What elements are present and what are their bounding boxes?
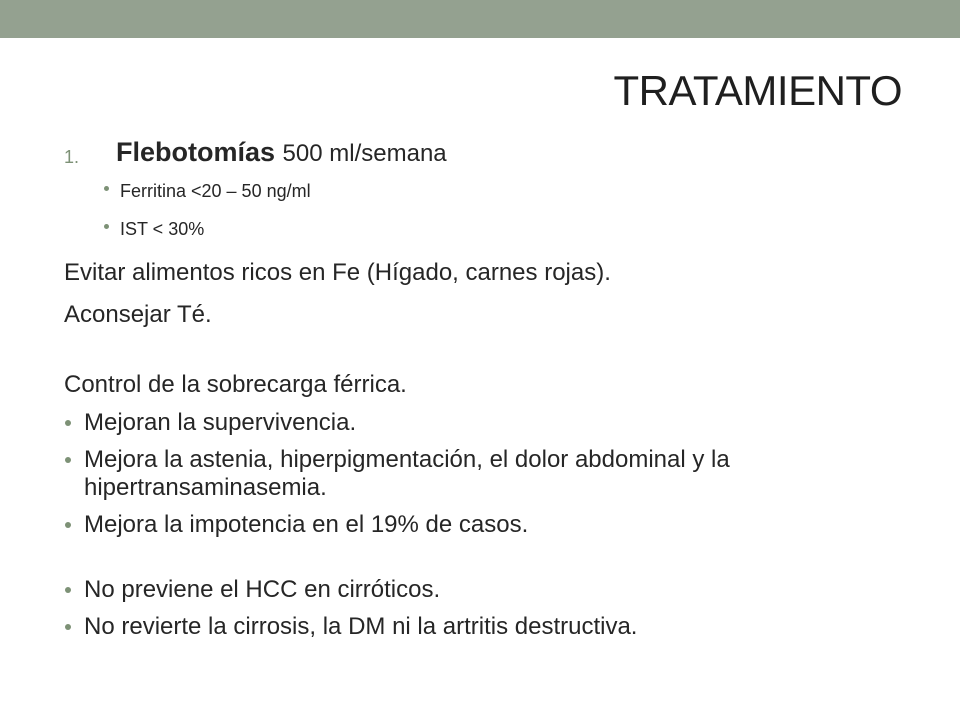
paragraph-text: Evitar alimentos ricos en Fe (Hígado, carnes rojas). [64, 259, 611, 286]
bullet-text: Mejora la impotencia en el 19% de casos. [84, 511, 529, 538]
sub-bullet-text: IST < 30% [120, 219, 205, 239]
item-detail: 500 ml/semana [282, 140, 447, 167]
bullet-text: Mejora la astenia, hiperpigmentación, el dolor abdominal y la hipertransaminasemia. [84, 446, 730, 501]
paragraph-text: Aconsejar Té. [64, 301, 212, 328]
sub-bullet-ist [64, 214, 904, 244]
bullet-text: Mejoran la supervivencia. [84, 409, 357, 436]
sub-bullet-text: Ferritina <20 – 50 ng/ml [120, 181, 311, 201]
list-number: 1. [64, 147, 80, 167]
numbered-item-1 [64, 134, 904, 170]
bullet-impotencia [64, 511, 904, 539]
paragraph-control [64, 370, 904, 400]
slide-title: TRATAMIENTO [613, 67, 902, 114]
bullet-dot-icon [65, 522, 71, 528]
numbered-item-heading-line [116, 134, 447, 172]
bullet-dot-icon [65, 457, 71, 463]
bullet-text: No revierte la cirrosis, la DM ni la artritis destructiva. [84, 613, 638, 640]
slide-body [64, 134, 904, 641]
bullet-astenia [64, 446, 904, 502]
paragraph-evitar [64, 258, 904, 288]
bullet-hcc [64, 576, 904, 604]
bullet-dot-icon [104, 224, 109, 229]
bullet-dot-icon [65, 420, 71, 426]
bullet-dot-icon [104, 186, 109, 191]
item-heading: Flebotomías [116, 137, 276, 167]
paragraph-text: Control de la sobrecarga férrica. [64, 371, 407, 398]
paragraph-aconsejar [64, 300, 904, 330]
sub-bullet-ferritina [64, 176, 904, 206]
slide-top-bar [0, 0, 960, 38]
bullet-dot-icon [65, 587, 71, 593]
bullet-dot-icon [65, 624, 71, 630]
bullet-text: No previene el HCC en cirróticos. [84, 576, 441, 603]
bullet-cirrosis [64, 613, 904, 641]
bullet-supervivencia [64, 409, 904, 437]
